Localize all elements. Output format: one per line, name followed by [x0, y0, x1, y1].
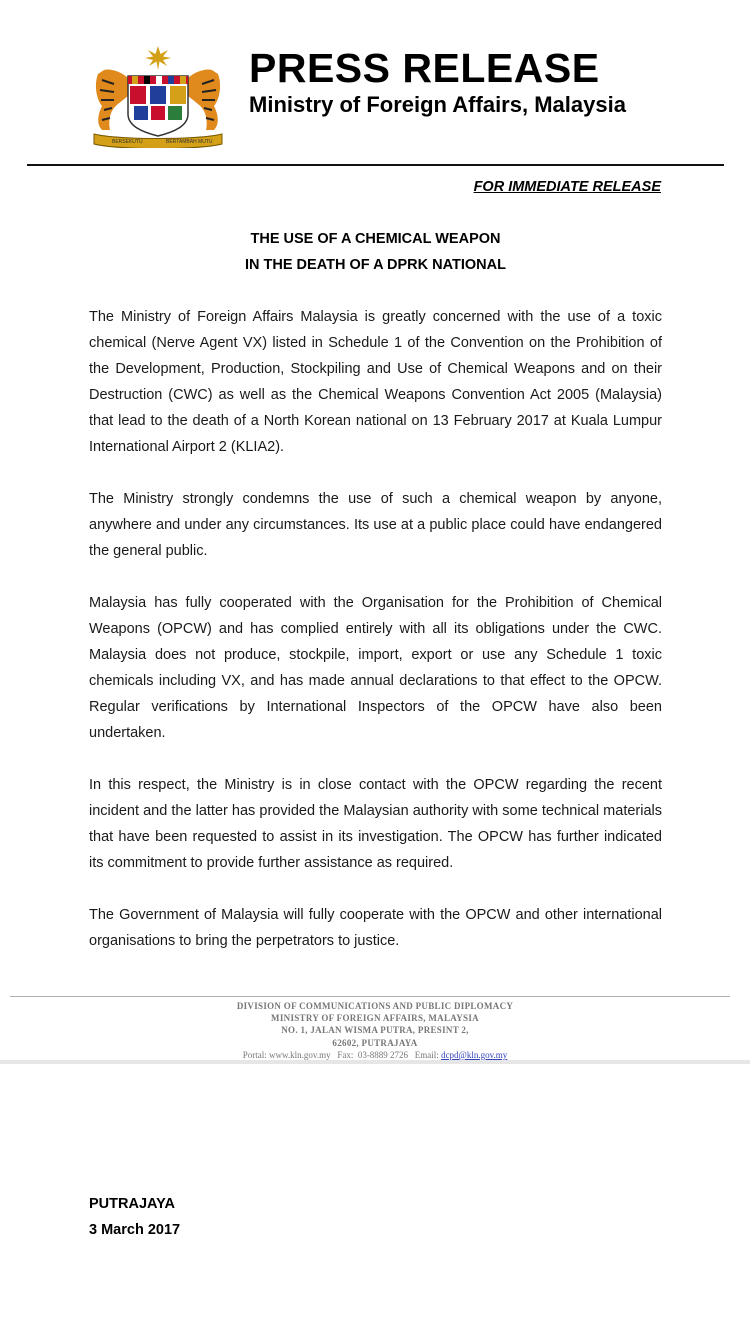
headline-line-2: IN THE DEATH OF A DPRK NATIONAL: [245, 257, 506, 273]
headline-line-1: THE USE OF A CHEMICAL WEAPON: [250, 231, 501, 247]
malaysia-coat-of-arms-icon: [88, 44, 228, 148]
letterhead-footer: [0, 1000, 750, 1061]
footer-contact: [0, 1049, 750, 1061]
footer-divider: [10, 996, 730, 997]
signoff-place: PUTRAJAYA: [89, 1196, 175, 1212]
press-release-title: PRESS RELEASE: [249, 45, 600, 91]
svg-text:BERSEKUTU: BERSEKUTU: [112, 139, 143, 145]
body-paragraph: The Government of Malaysia will fully cooperate with the OPCW and other international organisations to bring the perpetrators to justice.: [89, 907, 662, 949]
body-paragraph: The Ministry strongly condemns the use of such a chemical weapon by anyone, anywhere and under any circumstances. Its use at a public place could have endangered the general public.: [89, 491, 662, 559]
footer-email-link[interactable]: dcpd@kln.gov.my: [441, 1049, 508, 1060]
svg-text:BERTAMBAH MUTU: BERTAMBAH MUTU: [166, 139, 213, 145]
footer-division: DIVISION OF COMMUNICATIONS AND PUBLIC DIPLOMACY: [236, 1001, 514, 1011]
ministry-name: Ministry of Foreign Affairs, Malaysia: [249, 92, 626, 117]
body-paragraph: In this respect, the Ministry is in close contact with the OPCW regarding the recent incident and the latter has provided the Malaysian authority with some technical materials that have been requested to assist in its investigation. The OPCW has further indicated its commitment to provide further assistance as required.: [89, 777, 662, 871]
signoff-date: 3 March 2017: [89, 1222, 181, 1238]
body-paragraph: Malaysia has fully cooperated with the Organisation for the Prohibition of Chemical Weapons (OPCW) and has complied entirely with all its obligations under the CWC. Malaysia does not produce, stockpile, import, export or use any Schedule 1 toxic chemicals including VX, and has made annual declarations to that effect to the OPCW. Regular verifications by International Inspectors of the OPCW have also been undertaken.: [89, 595, 662, 741]
body-paragraph: The Ministry of Foreign Affairs Malaysia is greatly concerned with the use of a toxic chemical (Nerve Agent VX) listed in Schedule 1 of the Convention on the Prohibition of the Development, Production, Stockpiling and Use of Chemical Weapons and on their Destruction (CWC) as well as the Chemical Weapons Convention Act 2005 (Malaysia) that lead to the death of a North Korean national on 13 February 2017 at Kuala Lumpur International Airport 2 (KLIA2).: [89, 309, 662, 455]
footer-contact-text: Portal: www.kln.gov.my Fax: 03-8889 2726 Email:: [242, 1049, 442, 1060]
footer-ministry: MINISTRY OF FOREIGN AFFAIRS, MALAYSIA: [271, 1013, 479, 1024]
footer-address: NO. 1, JALAN WISMA PUTRA, PRESINT 2,: [281, 1025, 469, 1036]
release-type-label: FOR IMMEDIATE RELEASE: [473, 179, 661, 195]
footer-postcode: 62602, PUTRAJAYA: [332, 1037, 418, 1048]
press-release-body: [89, 304, 662, 980]
headline: [88, 226, 663, 278]
header-divider: [27, 164, 724, 166]
